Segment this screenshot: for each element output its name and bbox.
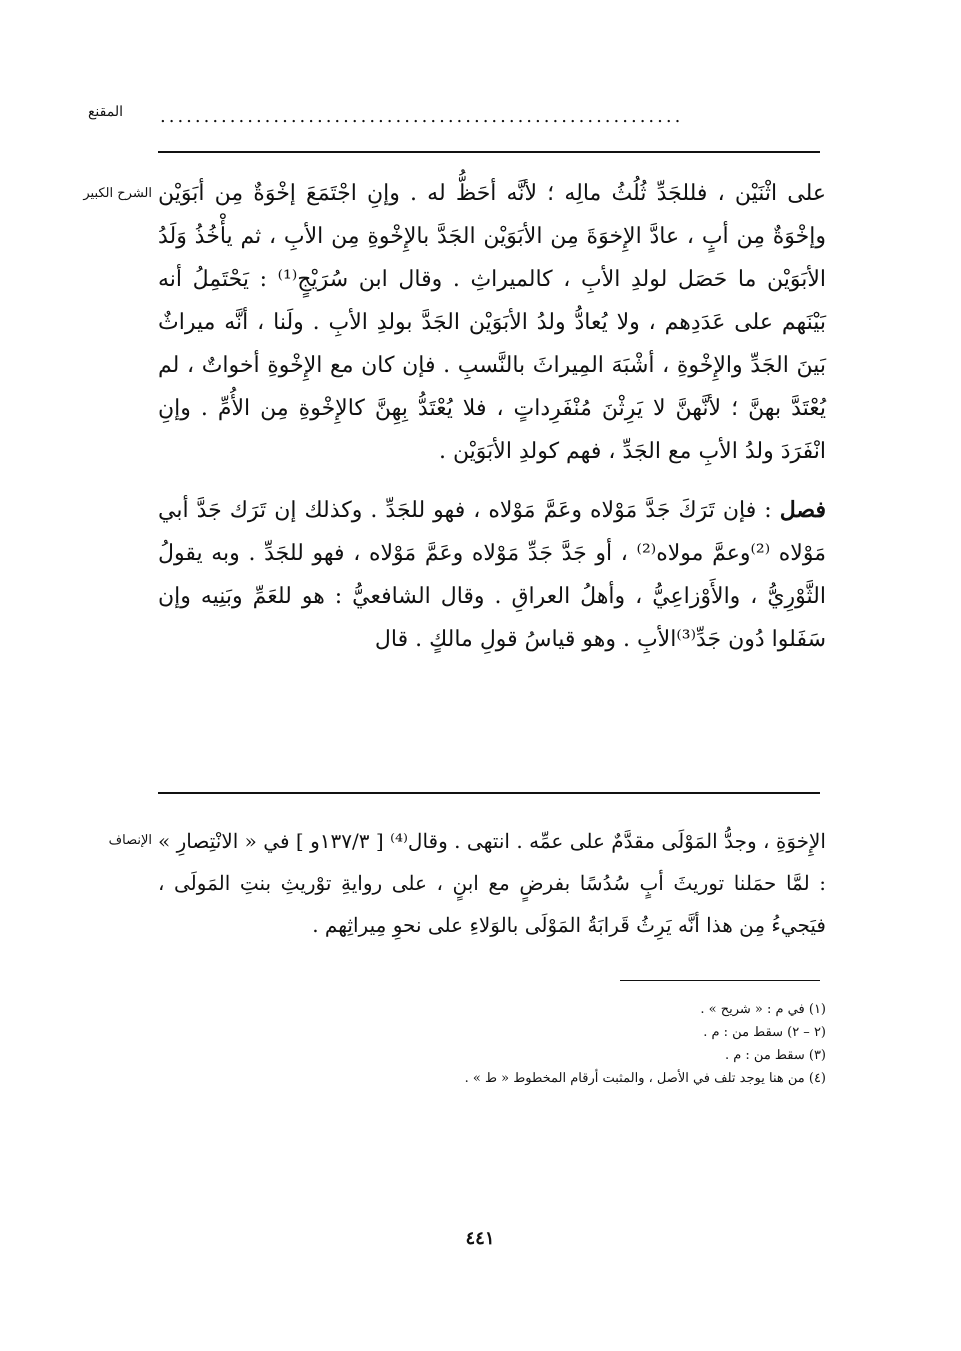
fasl-text: : فإن تَرَكَ جَدَّ مَوْلاه وعَمَّ مَوْلاه ، فهو للجَدِّ . وكذلك إن تَرَك جَدَّ أبي مَوْلاه ⁽²⁾وعمَّ مولاه⁽²⁾ ، أو جَدَّ جَدِّ مَوْلاه وعَمَّ مَوْلاه ، فهو للجَدِّ . وبه يقولُ الثَّوْرِيُّ ، والأَوْزاعِيُّ ، وأهلُ العراقِ . وقال الشافعيُّ : هو للعَمِّ وبَنِيه وإن سَفَلوا دُون جَدِّ⁽³⁾الأبِ . وهو قياسُ قولِ مالكٍ . قال — [158, 498, 827, 652]
insaf-paragraph: الإِخوَةِ ، وجدُّ المَوْلَى مقدَّمٌ على عمِّه . انتهى . وقال⁽⁴⁾ [ ١٣٧/٣و ] في « الانْتِصارِ » : لمَّا حمَلنا توريثَ أبٍ سُدُسًا بفرضٍ مع ابنٍ ، على روايةِ توْريثِ بنتِ المَولَى ، فيَجيءُ مِن هذا أنَّه يَرِثُ قَرابَةُ المَوْلَى بالوَلاءِ على نحوِ مِيراثِهم . — [158, 829, 826, 937]
insaf-text-block — [158, 820, 826, 946]
sharh-text-block — [158, 172, 826, 661]
section-divider-rule — [158, 792, 820, 794]
margin-label-insaf: الإنصاف — [108, 833, 152, 848]
header-dotted-leader: ............................................................ — [160, 108, 684, 126]
footnote-item: (٤) من هنا يوجد تلف في الأصل ، والمثبت أرقام المخطوط « ط » . — [464, 1071, 826, 1086]
header-rule — [158, 151, 820, 153]
footnotes-block — [380, 998, 826, 1090]
footnote-item: (٢ – ٢) سقط من : م . — [703, 1025, 826, 1040]
margin-label-sharh: الشرح الكبير — [83, 186, 152, 201]
page-number: ٤٤١ — [465, 1228, 495, 1249]
fasl-heading: فصل — [779, 497, 826, 523]
footnote-item: (١) في م : « شريح » . — [700, 1002, 826, 1017]
footnote-separator-rule — [620, 980, 820, 981]
footnote-item: (٣) سقط من : م . — [724, 1048, 826, 1063]
fasl-paragraph — [158, 489, 826, 661]
sharh-paragraph: على اثْنَيْن ، فللجَدِّ ثُلُثُ مالِه ؛ لأنَّه أحَظُّ له . وإنِ اجْتَمَعَ إخْوَةٌ مِن أبَوَيْن وإخْوَةٌ مِن أبٍ ، عادَّ الإِخوَةَ مِن الأبَوَيْن الجَدَّ بالإِخْوةِ مِن الأبِ ، ثم يأْخُذُ وَلَدُ الأبَوَيْن ما حَصَل لولدِ الأبِ ، كالميراثِ . وقال ابن سُرَيْجٍ⁽¹⁾ : يَحْتَمِلُ أنه بَيْنَهم على عَدَدِهم ، ولا يُعادُّ ولدُ الأبَوَيْن الجَدَّ بولدِ الأبِ . ولَنا ، أنَّه ميراثٌ بَينَ الجَدِّ والإِخْوةِ ، أشْبَهَ المِيراثَ بالنَّسبِ . فإن كان مع الإِخْوةِ أخواتٌ ، لم يُعْتَدَّ بهنَّ ؛ لأنَّهنَّ لا يَرِثْنَ مُنْفَرِداتٍ ، فلا يُعْتَدُّ بِهِنَّ كالإِخْوةِ مِن الأُمِّ . وإنِ انْفَرَدَ ولدُ الأبِ مع الجَدِّ ، فهم كولدِ الأبَوَيْن . — [158, 181, 826, 464]
running-title: المقنع — [87, 104, 123, 120]
